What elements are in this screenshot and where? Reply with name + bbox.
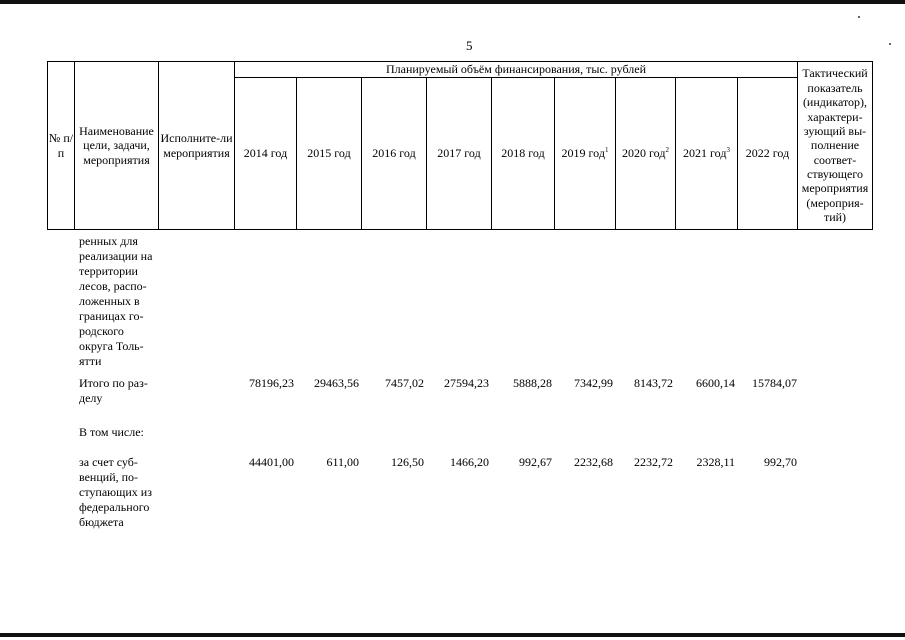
col-header-funding: Планируемый объём финансирования, тыс. рублей [235, 62, 798, 78]
funding-value: 6600,14 [696, 376, 735, 390]
funding-value: 7457,02 [385, 376, 424, 390]
row-name [79, 455, 163, 530]
col-header-number: № п/п [48, 62, 75, 230]
year-label: 2022 год [745, 146, 790, 161]
text-line: делу [79, 391, 103, 405]
funding-value: 15784,07 [752, 376, 797, 390]
funding-value: 2328,11 [696, 455, 735, 469]
funding-value: 78196,23 [249, 376, 294, 390]
text-line: родского [79, 324, 124, 338]
col-header-year [676, 78, 738, 230]
funding-value: 1466,20 [450, 455, 489, 469]
row-name [79, 425, 163, 440]
funding-value: 7342,99 [574, 376, 613, 390]
funding-value: 5888,28 [513, 376, 552, 390]
col-header-year [427, 78, 492, 230]
year-label: 2017 год [437, 146, 481, 161]
footnote-mark: 2 [665, 146, 669, 155]
text-line: лесов, распо- [79, 279, 147, 293]
year-label: 2020 год [622, 146, 666, 161]
scan-speck [858, 16, 860, 18]
year-label: 2019 год [561, 146, 605, 161]
funding-value: 2232,72 [634, 455, 673, 469]
funding-value: 44401,00 [249, 455, 294, 469]
funding-table [47, 61, 873, 230]
text-line: реализации на [79, 249, 153, 263]
col-header-year [235, 78, 297, 230]
col-header-year [555, 78, 616, 230]
text-line: бюджета [79, 515, 124, 529]
col-header-year [492, 78, 555, 230]
text-line: ренных для [79, 234, 138, 248]
funding-value: 611,00 [326, 455, 359, 469]
funding-value: 27594,23 [444, 376, 489, 390]
continued-item-name [79, 234, 163, 369]
col-header-year [362, 78, 427, 230]
text-line: ятти [79, 354, 102, 368]
funding-value: 2232,68 [574, 455, 613, 469]
page-top-edge [0, 0, 905, 4]
col-header-indicator: Тактический показатель (индикатор), характери-зующий вы-полнение соответ-ствующего мероприятия (мероприя-тий) [798, 62, 873, 230]
funding-value: 29463,56 [314, 376, 359, 390]
funding-value: 126,50 [391, 455, 424, 469]
text-line: Итого по раз- [79, 376, 148, 390]
text-line: округа Толь- [79, 339, 144, 353]
text-line: территории [79, 264, 138, 278]
col-header-year [616, 78, 676, 230]
funding-value: 8143,72 [634, 376, 673, 390]
col-header-executors: Исполните-ли мероприятия [159, 62, 235, 230]
year-label: 2015 год [307, 146, 351, 161]
row-name [79, 376, 163, 406]
page-bottom-edge [0, 633, 905, 637]
funding-value: 992,70 [764, 455, 797, 469]
year-label: 2021 год [683, 146, 727, 161]
scan-speck [889, 43, 891, 45]
footnote-mark: 3 [726, 146, 730, 155]
year-label: 2018 год [501, 146, 545, 161]
year-label: 2016 год [372, 146, 416, 161]
text-line: границах го- [79, 309, 144, 323]
text-line: В том числе: [79, 425, 144, 439]
text-line: федерального [79, 500, 150, 514]
col-header-name: Наименование цели, задачи, мероприятия [75, 62, 159, 230]
col-header-year [738, 78, 798, 230]
funding-value: 992,67 [519, 455, 552, 469]
footnote-mark: 1 [604, 146, 609, 155]
text-line: ложенных в [79, 294, 140, 308]
col-header-year [297, 78, 362, 230]
text-line: венций, по- [79, 470, 139, 484]
text-line: за счет суб- [79, 455, 138, 469]
page-number: 5 [466, 38, 473, 53]
text-line: ступающих из [79, 485, 152, 499]
year-label: 2014 год [243, 146, 288, 161]
